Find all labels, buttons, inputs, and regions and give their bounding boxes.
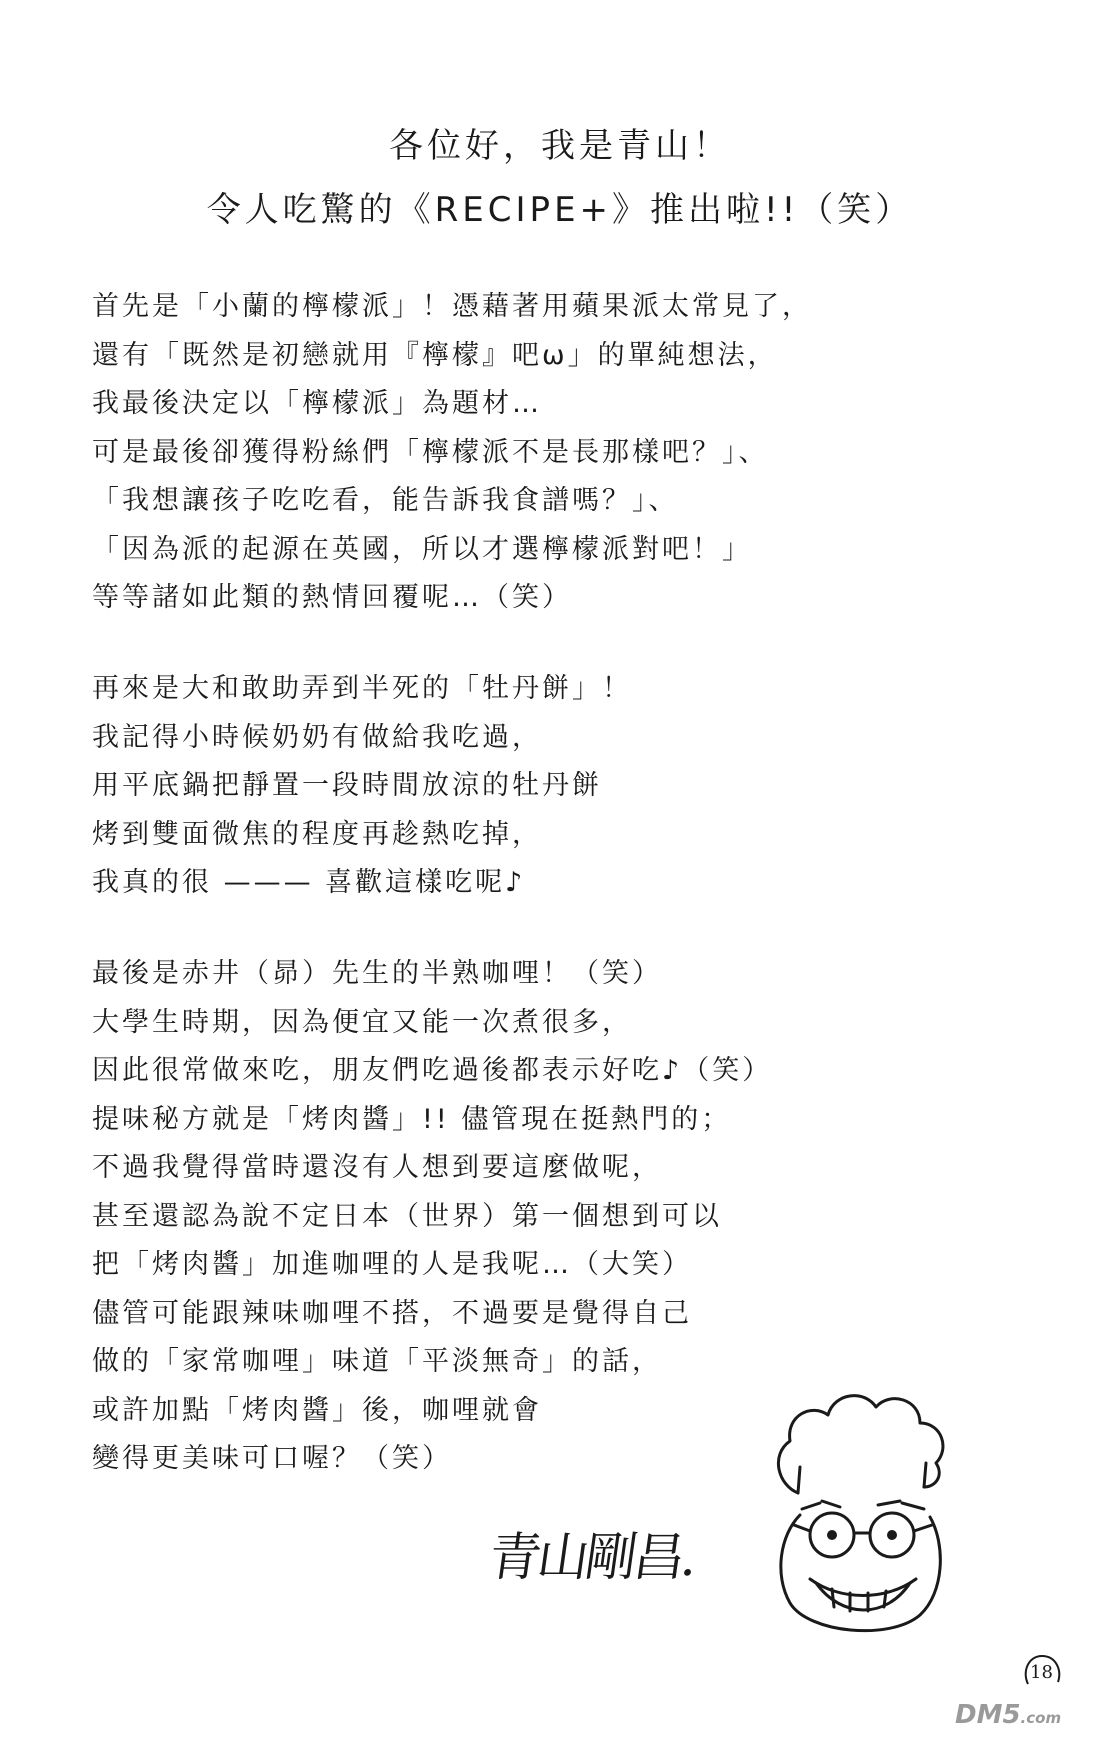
heading-greeting: 各位好，我是青山！ <box>389 126 731 166</box>
text-line: 還有「既然是初戀就用『檸檬』吧ω」的單純想法， <box>92 339 778 371</box>
text-line: 不過我覺得當時還沒有人想到要這麼做呢， <box>92 1152 662 1183</box>
paragraph-botamochi <box>92 665 952 908</box>
chef-self-portrait-icon <box>760 1375 960 1645</box>
text-line: 我記得小時候奶奶有做給我吃過， <box>92 721 542 753</box>
text-line: 提味秘方就是「烤肉醬」!! 儘管現在挺熱門的； <box>92 1103 732 1135</box>
text-line: 「我想讓孩子吃吃看，能告訴我食譜嗎？」、 <box>92 485 679 516</box>
text-line: 甚至還認為說不定日本（世界）第一個想到可以 <box>92 1200 722 1232</box>
text-line: 我最後決定以「檸檬派」為題材… <box>92 388 542 419</box>
watermark-suffix: .com <box>1020 1709 1062 1727</box>
text-line: 最後是赤井（昴）先生的半熟咖哩！（笑） <box>92 958 662 989</box>
text-line: 等等諸如此類的熱情回覆呢…（笑） <box>92 582 572 613</box>
text-line: 首先是「小蘭的檸檬派」！憑藉著用蘋果派太常見了， <box>92 291 812 322</box>
text-line: 儘管可能跟辣味咖哩不搭，不過要是覺得自己 <box>92 1297 692 1329</box>
site-watermark <box>955 1700 1061 1730</box>
page-number-text: 18 <box>1030 1662 1053 1683</box>
heading-announcement: 令人吃驚的《RECIPE+》推出啦!!（笑） <box>206 190 914 230</box>
text-line: 把「烤肉醬」加進咖哩的人是我呢…（大笑） <box>92 1249 692 1280</box>
text-line: 我真的很 ——— 喜歡這樣吃呢♪ <box>92 867 526 898</box>
text-line: 「因為派的起源在英國，所以才選檸檬派對吧！」 <box>92 533 752 565</box>
text-line: 變得更美味可口喔？（笑） <box>92 1443 452 1474</box>
page-number <box>1020 1650 1064 1694</box>
author-signature: 青山剛昌. <box>485 1528 698 1588</box>
text-line: 大學生時期，因為便宜又能一次煮很多， <box>92 1006 632 1038</box>
text-line: 再來是大和敢助弄到半死的「牡丹餅」！ <box>92 673 632 704</box>
text-line: 因此很常做來吃，朋友們吃過後都表示好吃♪（笑） <box>92 1055 773 1086</box>
text-line: 或許加點「烤肉醬」後，咖哩就會 <box>92 1394 542 1426</box>
text-line: 用平底鍋把靜置一段時間放涼的牡丹餅 <box>92 770 602 801</box>
paragraph-lemon-pie <box>92 283 952 623</box>
text-line: 做的「家常咖哩」味道「平淡無奇」的話， <box>92 1346 662 1377</box>
watermark-main: DM5 <box>955 1700 1021 1730</box>
text-line: 可是最後卻獲得粉絲們「檸檬派不是長那樣吧？」、 <box>92 436 769 468</box>
text-line: 烤到雙面微焦的程度再趁熱吃掉， <box>92 818 542 850</box>
